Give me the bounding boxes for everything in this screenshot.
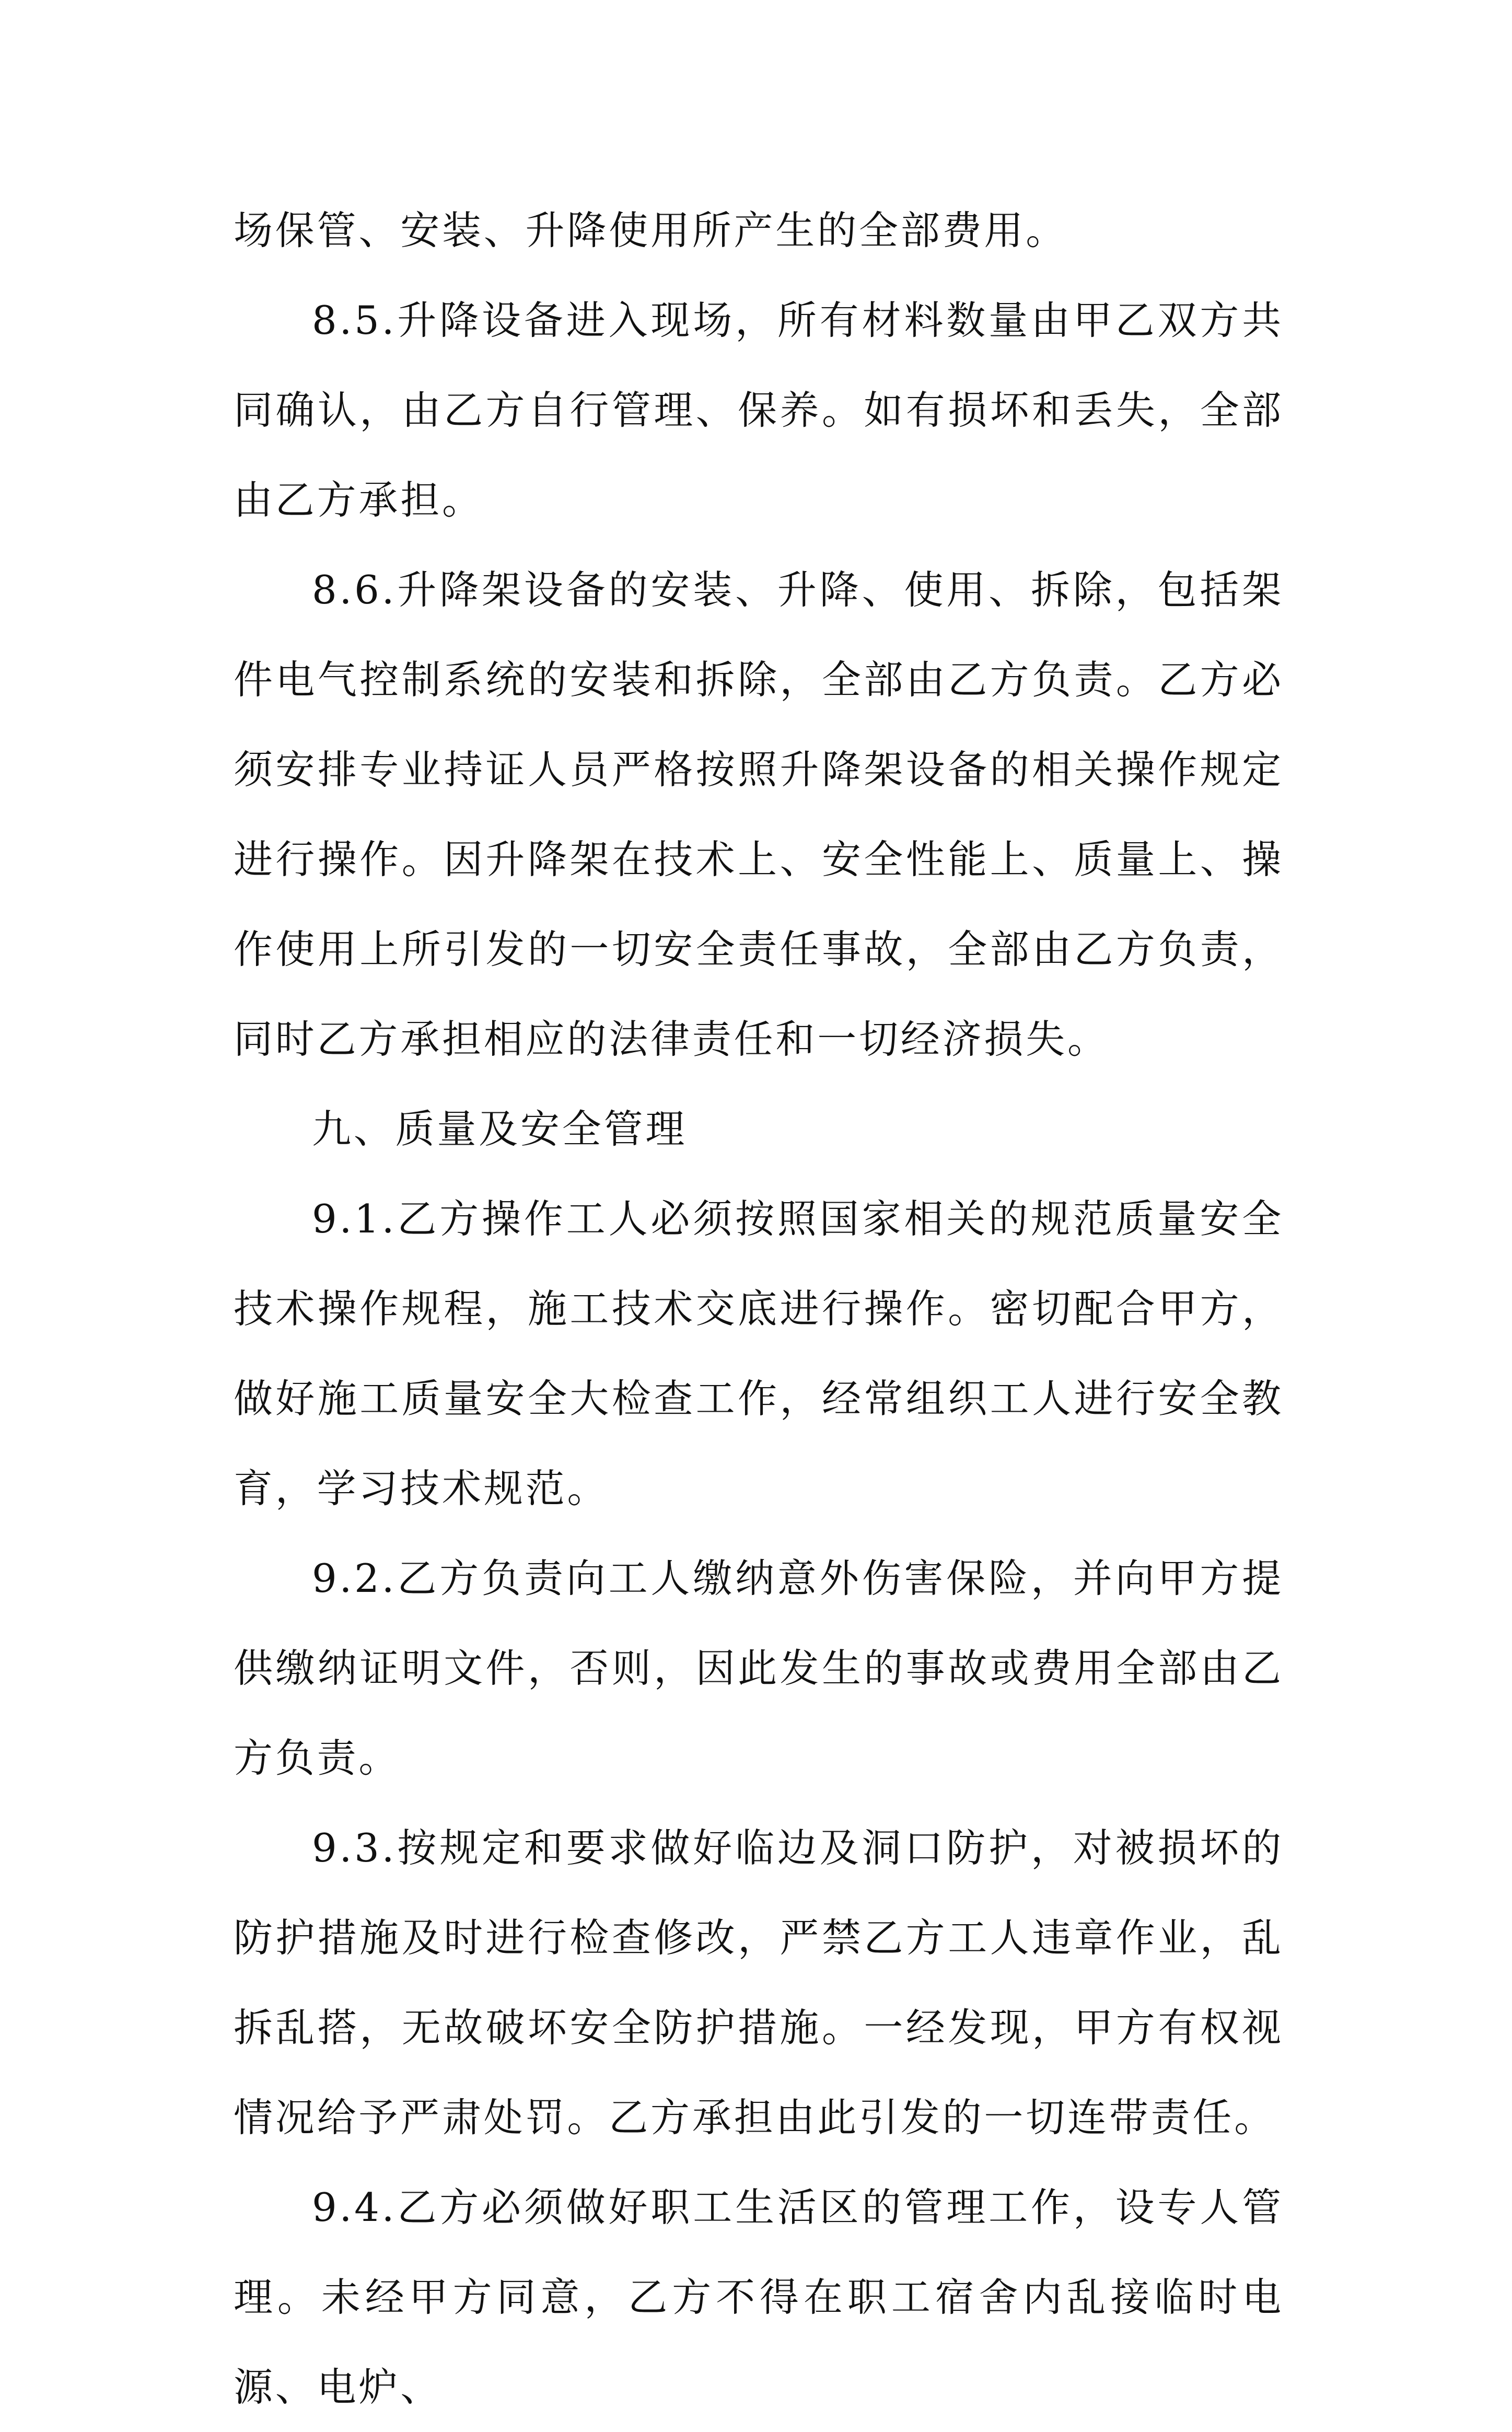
paragraph-8-5: 8.5.升降设备进入现场，所有材料数量由甲乙双方共同确认，由乙方自行管理、保养。如有损坏和丢失，全部由乙方承担。 xyxy=(234,297,1284,523)
paragraph-8-6: 8.6.升降架设备的安装、升降、使用、拆除，包括架件电气控制系统的安装和拆除，全部由乙方负责。乙方必须安排专业持证人员严格按照升降架设备的相关操作规定进行操作。因升降架在技术上、安全性能上、质量上、操作使用上所引发的一切安全责任事故，全部由乙方负责，同时乙方承担相应的法律责任和一切经济损失。 xyxy=(234,567,1284,1062)
paragraph-9-4: 9.4.乙方必须做好职工生活区的管理工作，设专人管理。未经甲方同意，乙方不得在职工宿舍内乱接临时电源、电炉、 xyxy=(234,2184,1284,2410)
section-heading-9: 九、质量及安全管理 xyxy=(312,1106,688,1152)
paragraph-9-2: 9.2.乙方负责向工人缴纳意外伤害保险，并向甲方提供缴纳证明文件，否则，因此发生的事故或费用全部由乙方负责。 xyxy=(234,1555,1284,1781)
document-body xyxy=(234,185,1284,2432)
paragraph-continued: 场保管、安装、升降使用所产生的全部费用。 xyxy=(234,207,1068,253)
paragraph-9-3: 9.3.按规定和要求做好临边及洞口防护，对被损坏的防护措施及时进行检查修改，严禁乙方工人违章作业，乱拆乱搭，无故破坏安全防护措施。一经发现，甲方有权视情况给予严肃处罚。乙方承担由此引发的一切连带责任。 xyxy=(234,1825,1284,2140)
paragraph-9-1: 9.1.乙方操作工人必须按照国家相关的规范质量安全技术操作规程，施工技术交底进行操作。密切配合甲方，做好施工质量安全大检查工作，经常组织工人进行安全教育，学习技术规范。 xyxy=(234,1196,1284,1511)
